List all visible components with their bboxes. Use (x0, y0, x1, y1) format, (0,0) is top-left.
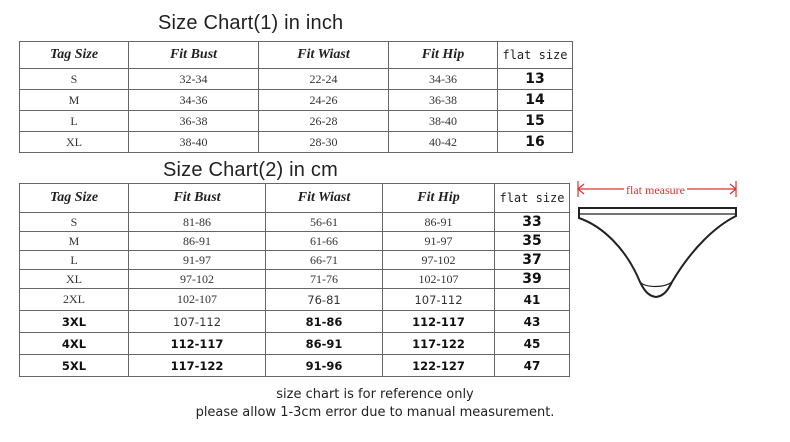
table-row (20, 213, 570, 232)
fit-bust-cell: 38-40 (129, 132, 259, 153)
flat-size-cell: 37 (495, 251, 570, 270)
tag-size-cell: M (20, 90, 129, 111)
flat-size-cell: 39 (495, 270, 570, 289)
fit-waist-cell: 26-28 (259, 111, 389, 132)
fit-hip-cell: 107-112 (383, 289, 495, 311)
fit-bust-cell: 34-36 (129, 90, 259, 111)
fit-waist-cell: 24-26 (259, 90, 389, 111)
table-row (20, 333, 570, 355)
table-row (20, 289, 570, 311)
measurement-error-note: please allow 1-3cm error due to manual measurement. (195, 405, 555, 420)
fit-hip-cell: 38-40 (389, 111, 498, 132)
fit-hip-cell: 97-102 (383, 251, 495, 270)
fit-hip-cell: 91-97 (383, 232, 495, 251)
table-row (20, 311, 570, 333)
tag-size-cell: S (20, 213, 129, 232)
fit-hip-cell: 117-122 (383, 333, 495, 355)
fit-bust-cell: 112-117 (129, 333, 266, 355)
flat-size-cell: 13 (498, 69, 573, 90)
table-row (20, 355, 570, 377)
flat-size-cell: 33 (495, 213, 570, 232)
tag-size-cell: 3XL (20, 311, 129, 333)
fit-hip-cell: 102-107 (383, 270, 495, 289)
header-fit-hip: Fit Hip (383, 184, 495, 213)
header-tag-size: Tag Size (20, 184, 129, 213)
fit-bust-cell: 102-107 (129, 289, 266, 311)
size-chart-cm-table (19, 183, 570, 377)
tag-size-cell: 4XL (20, 333, 129, 355)
fit-hip-cell: 86-91 (383, 213, 495, 232)
header-fit-waist: Fit Wiast (259, 42, 389, 69)
table-row (20, 251, 570, 270)
flat-size-cell: 41 (495, 289, 570, 311)
fit-bust-cell: 107-112 (129, 311, 266, 333)
fit-waist-cell: 81-86 (266, 311, 383, 333)
tag-size-cell: 2XL (20, 289, 129, 311)
flat-size-cell: 43 (495, 311, 570, 333)
flat-measure-label: flat measure (626, 183, 685, 197)
fit-waist-cell: 71-76 (266, 270, 383, 289)
fit-waist-cell: 91-96 (266, 355, 383, 377)
flat-size-cell: 14 (498, 90, 573, 111)
table-row (20, 111, 573, 132)
header-fit-hip: Fit Hip (389, 42, 498, 69)
flat-size-cell: 16 (498, 132, 573, 153)
flat-size-cell: 15 (498, 111, 573, 132)
size-chart-inch-title: Size Chart(1) in inch (158, 12, 344, 34)
fit-bust-cell: 81-86 (129, 213, 266, 232)
fit-hip-cell: 112-117 (383, 311, 495, 333)
fit-waist-cell: 28-30 (259, 132, 389, 153)
flat-size-cell: 45 (495, 333, 570, 355)
fit-waist-cell: 76-81 (266, 289, 383, 311)
tag-size-cell: XL (20, 132, 129, 153)
header-flat-size: flat size (495, 184, 570, 213)
tag-size-cell: XL (20, 270, 129, 289)
fit-bust-cell: 97-102 (129, 270, 266, 289)
header-fit-waist: Fit Wiast (266, 184, 383, 213)
fit-waist-cell: 66-71 (266, 251, 383, 270)
fit-bust-cell: 32-34 (129, 69, 259, 90)
size-chart-cm-title: Size Chart(2) in cm (163, 159, 338, 181)
fit-hip-cell: 122-127 (383, 355, 495, 377)
fit-bust-cell: 36-38 (129, 111, 259, 132)
header-fit-bust: Fit Bust (129, 42, 259, 69)
tag-size-cell: M (20, 232, 129, 251)
tag-size-cell: L (20, 251, 129, 270)
fit-waist-cell: 56-61 (266, 213, 383, 232)
tag-size-cell: L (20, 111, 129, 132)
reference-note: size chart is for reference only (276, 387, 474, 402)
fit-bust-cell: 117-122 (129, 355, 266, 377)
table-row (20, 132, 573, 153)
header-flat-size: flat size (498, 42, 573, 69)
table-header-row (20, 42, 573, 69)
table-row (20, 232, 570, 251)
fit-bust-cell: 86-91 (129, 232, 266, 251)
table-header-row (20, 184, 570, 213)
flat-size-cell: 47 (495, 355, 570, 377)
tag-size-cell: S (20, 69, 129, 90)
fit-hip-cell: 40-42 (389, 132, 498, 153)
fit-hip-cell: 36-38 (389, 90, 498, 111)
fit-waist-cell: 22-24 (259, 69, 389, 90)
header-tag-size: Tag Size (20, 42, 129, 69)
header-fit-bust: Fit Bust (129, 184, 266, 213)
fit-bust-cell: 91-97 (129, 251, 266, 270)
table-row (20, 90, 573, 111)
fit-waist-cell: 61-66 (266, 232, 383, 251)
fit-hip-cell: 34-36 (389, 69, 498, 90)
fit-waist-cell: 86-91 (266, 333, 383, 355)
tag-size-cell: 5XL (20, 355, 129, 377)
table-row (20, 69, 573, 90)
size-chart-inch-table (19, 41, 573, 153)
panty-outline (579, 208, 736, 297)
table-row (20, 270, 570, 289)
flat-size-cell: 35 (495, 232, 570, 251)
